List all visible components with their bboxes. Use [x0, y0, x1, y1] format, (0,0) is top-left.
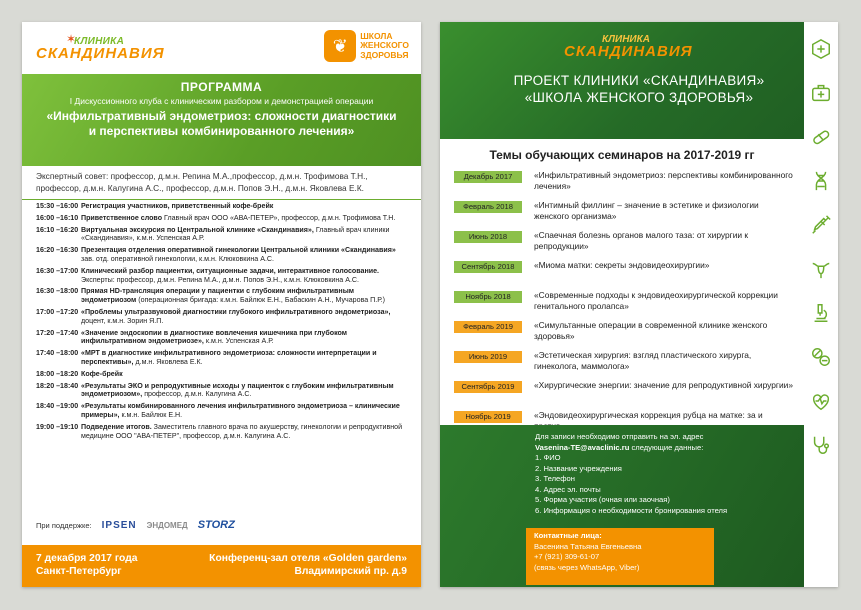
project-page: [440, 22, 838, 587]
schedule-time: 16:30 –18:00: [36, 287, 79, 296]
topic-row: [454, 260, 796, 290]
program-title: ПРОГРАММА: [180, 80, 263, 94]
registration-info: [535, 432, 727, 516]
schedule-time: 17:00 –17:20: [36, 307, 79, 316]
topic-date: Ноябрь 2019: [454, 411, 522, 423]
schedule-list: [22, 200, 421, 440]
schedule-time: 17:20 –17:40: [36, 328, 79, 337]
topic-text: «Интимный филлинг – значение в эстетике и физиологии женского организма»: [534, 200, 759, 221]
schedule-title: «Проблемы ультразвуковой диагностики глубокого инфильтративного эндометриоза»,: [81, 307, 391, 316]
schedule-time: 16:20 –16:30: [36, 246, 79, 255]
event-date: 7 декабря 2017 года: [36, 553, 138, 564]
schedule-title: Приветственное слово: [81, 213, 163, 222]
schedule-row: [36, 214, 407, 223]
schedule-title: «МРТ в диагностике инфильтративного эндометриоза: сложности интерпретации и перспективы»,: [81, 349, 377, 366]
project-title-line: ПРОЕКТ КЛИНИКИ «СКАНДИНАВИЯ»: [513, 73, 765, 88]
school-logo-line: ЗДОРОВЬЯ: [360, 49, 409, 60]
schedule-row: [36, 402, 407, 420]
schedule-title: Презентация отделения оперативной гинекологии Центральной клиники «Скандинавия»: [81, 246, 396, 255]
program-theme-line: «Инфильтративный эндометриоз: сложности диагностики: [46, 109, 397, 123]
schedule-row: [36, 202, 407, 211]
topic-row: [454, 230, 796, 260]
schedule-info: зав. отд. оперативной гинекологии, к.м.н. Клюковкина А.С.: [81, 254, 275, 263]
dna-icon: [808, 168, 834, 194]
schedule-time: 17:40 –18:00: [36, 349, 79, 358]
topic-text: «Симультанные операции в современной клинике женского здоровья»: [534, 320, 768, 341]
contact-phone[interactable]: +7 (921) 309-61-07: [534, 552, 600, 561]
schedule-title: Кофе-брейк: [81, 369, 123, 378]
topic-row: [454, 350, 796, 380]
program-theme-line: и перспективы комбинированного лечения»: [88, 124, 355, 138]
clinic-logo-top: КЛИНИКА: [74, 36, 125, 47]
topic-text: «Инфильтративный эндометриоз: перспективы комбинированного лечения»: [534, 170, 793, 191]
topic-text: «Спаечная болезнь органов малого таза: от хирургии к репродукции»: [534, 230, 749, 251]
schedule-time: 15:30 –16:00: [36, 202, 79, 210]
schedule-row: [36, 382, 407, 400]
event-address: Владимирский пр. д.9: [294, 566, 407, 577]
schedule-title: Прямая HD-трансляция операции у пациентки с глубоким инфильтративным эндометриозом: [81, 287, 354, 305]
topic-date: Февраль 2019: [454, 321, 522, 333]
schedule-info: к.м.н. Успенская А.Р.: [205, 337, 274, 346]
schedule-row: [36, 370, 407, 379]
schedule-info: профессор, д.м.н. Калугина А.С.: [144, 390, 252, 399]
topic-date: Сентябрь 2018: [454, 261, 522, 273]
topics-title: Темы обучающих семинаров на 2017-2019 гг: [489, 148, 755, 162]
program-subtitle: I Дискуссионного клуба с клиническим разбором и демонстрацией операции: [69, 96, 374, 106]
schedule-info: Заместитель главного врача по акушерству, гинекологии и репродуктивной медицине ООО "АВА-ПЕТЕР", профессор, д.м.н. Калугина А.С.: [81, 422, 403, 440]
topic-row: [454, 290, 796, 320]
topic-date: Сентябрь 2019: [454, 381, 522, 393]
contact-name: Васенина Татьяна Евгеньевна: [534, 541, 642, 551]
icon-stripe: [804, 22, 838, 587]
schedule-title: Клинический разбор пациентки, ситуационные задачи, интерактивное голосование.: [81, 266, 380, 275]
registration-fields: [535, 453, 727, 516]
syringe-icon: [808, 212, 834, 238]
tooth-icon: ❦: [324, 30, 356, 62]
sponsor-logo-ipsen: IPSEN: [101, 519, 137, 531]
schedule-info: Главный врач клиники «Скандинавия», к.м.н. Успенская А.Р.: [81, 225, 390, 243]
contact-note: (связь через WhatsApp, Viber): [534, 562, 640, 572]
topic-date: Ноябрь 2018: [454, 291, 522, 303]
topic-row: [454, 380, 796, 410]
school-logo-line: ШКОЛА: [360, 30, 393, 41]
registration-email[interactable]: Vasenina-TE@avaclinic.ru: [535, 442, 630, 452]
school-logo-line: ЖЕНСКОГО: [360, 40, 409, 51]
expert-council: Экспертный совет: профессор, д.м.н. Репина М.А.,профессор, д.м.н. Трофимова Т.Н., профессор, д.м.н. Калугина А.С., профессор, д.м.н. Попов Э.Н., д.м.н. Яковлева Е.К.: [22, 166, 421, 200]
topic-text: «Хирургические энергии: значение для репродуктивной хирургии»: [534, 380, 793, 390]
sponsor-logo-storz: STORZ: [197, 519, 235, 531]
project-header: [440, 22, 838, 139]
program-footer: [22, 545, 421, 587]
schedule-row: [36, 308, 407, 326]
contact-label: Контактные лица:: [534, 531, 602, 540]
schedule-row: [36, 423, 407, 441]
registration-intro-tail: следующие данные:: [629, 442, 704, 452]
event-venue: Конференц-зал отеля «Golden garden»: [209, 553, 407, 564]
schedule-row: [36, 246, 407, 264]
schedule-info: (операционная бригада: к.м.н. Байлюк Е.Н., Бабаскин А.Н., Мучарова П.Р.): [138, 296, 385, 305]
registration-field: 2. Название учреждения: [535, 463, 622, 473]
schedule-title: «Значение эндоскопии в диагностике вовлечения кишечника при глубоком инфильтративном эндометриозе»,: [81, 328, 348, 346]
program-header: [22, 22, 421, 74]
program-page: [22, 22, 421, 587]
schedule-time: 19:00 –19:10: [36, 422, 79, 431]
registration-field: 6. Информация о необходимости бронирования отеля: [535, 505, 728, 515]
topic-row: [454, 200, 796, 230]
contact-box: [526, 528, 714, 585]
schedule-row: [36, 226, 407, 244]
runner-icon: ✶: [66, 32, 77, 46]
program-title-band: [22, 74, 421, 166]
clinic-logo: [564, 34, 693, 60]
schedule-title: «Результаты ЭКО и репродуктивные исходы у пациенток с глубоким инфильтративным эндометриозом»,: [81, 381, 394, 399]
topic-date: Декабрь 2017: [454, 171, 522, 183]
topic-text: «Эндовидеохирургическая коррекция рубца на матке: за и: [534, 410, 763, 420]
schedule-info: доцент, к.м.н. Зорин Я.П.: [81, 316, 164, 325]
sponsors-label: При поддержке:: [36, 520, 92, 530]
medical-case-icon: [808, 80, 834, 106]
topic-text: «Современные подходы к эндовидеохирургической коррекции генитального пролапса»: [534, 290, 778, 311]
project-title-line: «ШКОЛА ЖЕНСКОГО ЗДОРОВЬЯ»: [524, 90, 754, 105]
schedule-row: [36, 267, 407, 285]
clinic-logo: [36, 32, 165, 62]
topic-row: [454, 170, 796, 200]
clinic-logo-bottom: СКАНДИНАВИЯ: [36, 45, 165, 62]
schedule-info: Эксперты: профессор, д.м.н. Репина М.А., д.м.н. Попов Э.Н., к.м.н. Клюковкина А.С.: [81, 275, 360, 284]
sponsor-logo-endomed: ЭНДОМЕД: [146, 520, 188, 530]
event-city: Санкт-Петербург: [36, 566, 122, 577]
sponsors-row: [36, 519, 411, 531]
schedule-info: д.м.н. Яковлева Е.К.: [135, 357, 203, 366]
schedule-title: Регистрация участников, приветственный кофе-брейк: [81, 202, 274, 210]
schedule-info: к.м.н. Байлюк Е.Н.: [121, 410, 183, 419]
pills-icon: [808, 344, 834, 370]
schedule-time: 18:20 –18:40: [36, 381, 79, 390]
pill-icon: [808, 124, 834, 150]
registration-field: 5. Форма участия (очная или заочная): [535, 495, 670, 504]
topic-date: Июнь 2019: [454, 351, 522, 363]
school-logo: [324, 30, 409, 62]
schedule-title: Подведение итогов.: [81, 422, 152, 431]
schedule-info: Главный врач ООО «АВА-ПЕТЕР», профессор, д.м.н. Трофимова Т.Н.: [164, 213, 396, 222]
registration-field: 4. Адрес эл. почты: [535, 484, 601, 494]
registration-intro: Для записи необходимо отправить на эл. адрес: [535, 432, 704, 441]
clinic-logo-bottom: СКАНДИНАВИЯ: [564, 43, 693, 60]
schedule-row: [36, 287, 407, 305]
topic-text: «Эстетическая хирургия: взгляд пластического хирурга, гинеколога, маммолога»: [534, 350, 752, 371]
registration-block: [440, 425, 804, 587]
schedule-time: 16:30 –17:00: [36, 266, 79, 275]
topic-date: Июнь 2018: [454, 231, 522, 243]
registration-field: 3. Телефон: [535, 474, 575, 483]
schedule-title: «Результаты комбинированного лечения инфильтративного эндометриоза – клинические примеры»,: [81, 402, 400, 419]
schedule-row: [36, 329, 407, 347]
schedule-time: 18:00 –18:20: [36, 369, 79, 378]
schedule-time: 16:00 –16:10: [36, 213, 79, 222]
registration-field: 1. ФИО: [535, 453, 561, 462]
heart-pulse-icon: [808, 388, 834, 414]
topic-date: Февраль 2018: [454, 201, 522, 213]
stethoscope-icon: [808, 432, 834, 458]
clinic-logo-top: КЛИНИКА: [602, 34, 650, 45]
microscope-icon: [808, 300, 834, 326]
hospital-cross-icon: [808, 36, 834, 62]
topics-list: [454, 170, 796, 440]
schedule-time: 18:40 –19:00: [36, 402, 79, 411]
schedule-title: Виртуальная экскурсия по Центральной клинике «Скандинавия»,: [81, 225, 314, 234]
uterus-icon: [808, 256, 834, 282]
topic-text: «Миома матки: секреты эндовидеохирургии»: [534, 260, 710, 270]
schedule-time: 16:10 –16:20: [36, 225, 79, 234]
schedule-row: [36, 349, 407, 367]
topic-row: [454, 320, 796, 350]
